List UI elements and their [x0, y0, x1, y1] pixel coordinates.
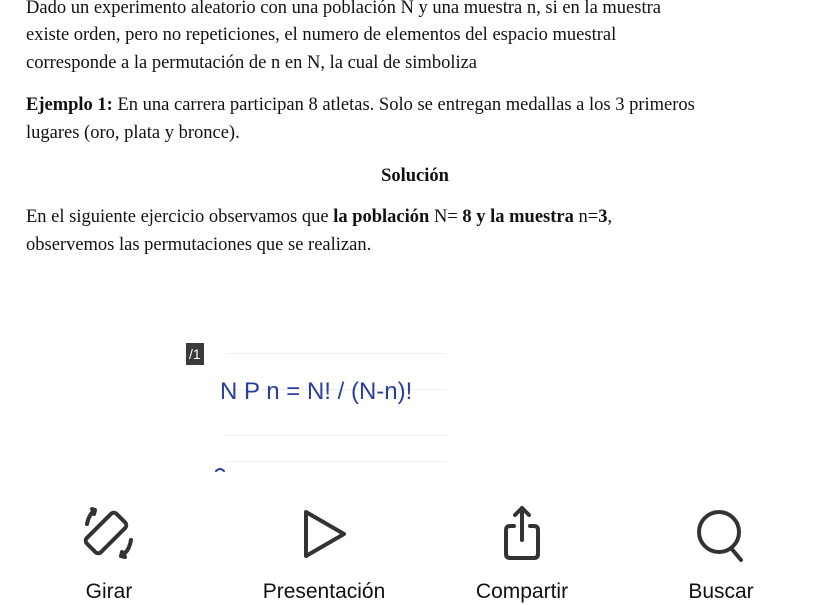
text: n=: [573, 207, 599, 227]
share-label: Compartir: [475, 580, 569, 603]
example-label: Ejemplo 1:: [26, 95, 113, 115]
formula-image[interactable]: [186, 343, 446, 483]
search-button[interactable]: [641, 500, 801, 604]
paragraph-line: Dado un experimento aleatorio con una población N y una muestra n, si en la muestra: [26, 0, 661, 18]
example-line: [26, 94, 695, 116]
paragraph-line: corresponde a la permutación de n en N, la cual de simboliza: [26, 53, 478, 73]
text: 8 y la muestra: [462, 207, 574, 227]
rotate-button[interactable]: [29, 500, 189, 604]
solution-heading: Solución: [381, 166, 449, 186]
presentation-label: Presentación: [262, 580, 386, 603]
search-label: Buscar: [688, 580, 754, 603]
presentation-button[interactable]: [244, 500, 404, 604]
handwritten-mark: [186, 343, 446, 483]
rotate-label: Girar: [85, 580, 133, 603]
play-icon: [294, 504, 354, 564]
rotate-icon: [79, 504, 139, 564]
solution-line: [26, 206, 612, 228]
bottom-toolbar: [0, 500, 816, 605]
image-page-badge: /1: [186, 343, 204, 365]
permutation-formula: N P n = N! / (N-n)!: [220, 378, 413, 405]
share-button[interactable]: [442, 500, 602, 604]
example-text: En una carrera participan 8 atletas. Solo se entregan medallas a los 3 primeros: [112, 95, 695, 115]
text: ,: [607, 207, 613, 227]
text: N=: [429, 207, 463, 227]
example-line: lugares (oro, plata y bronce).: [26, 123, 240, 143]
solution-line: observemos las permutaciones que se realizan.: [26, 235, 372, 255]
share-icon: [492, 504, 552, 564]
text: En el siguiente ejercicio observamos que: [26, 207, 334, 227]
text: 3: [598, 207, 608, 227]
paragraph-line: existe orden, pero no repeticiones, el numero de elementos del espacio muestral: [26, 25, 617, 45]
text: la población: [333, 207, 430, 227]
search-icon: [691, 504, 751, 564]
